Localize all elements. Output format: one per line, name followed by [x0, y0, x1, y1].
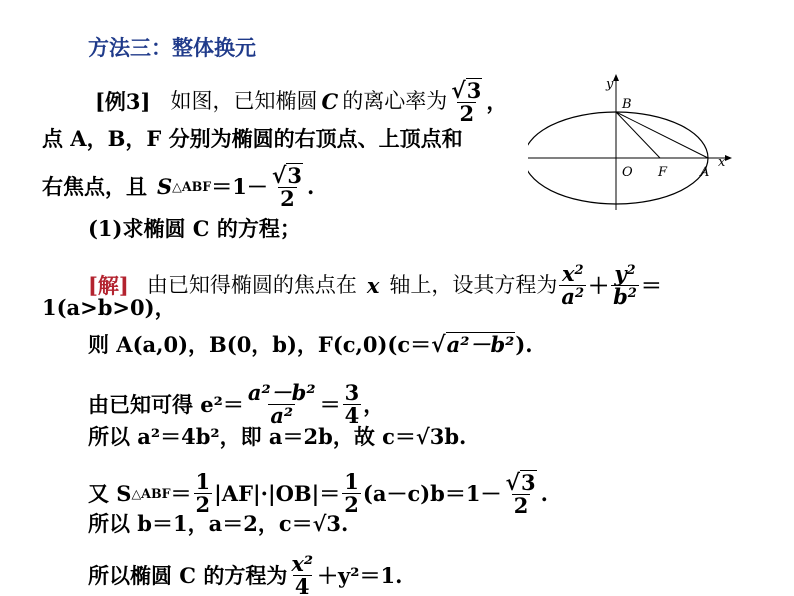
example-text: 的离心率为 [342, 89, 448, 114]
solution-line-3: 则 A(a,0)，B(0，b)，F(c,0)(c＝ √ a²－b² ). [88, 331, 533, 359]
solution-line-2: 1(a>b>0)， [42, 295, 176, 320]
solution-line-4: 由已知可得 e²＝ $\frac{\text{a²－b²}}{\text{a²}}$ ＝ $\frac{3}{4}$ ， [88, 380, 385, 429]
y-axis-label: y [606, 77, 614, 92]
solution-line-6: 又 S △ABF ＝ $\frac{1}{2}$ |AF|·|OB|＝ $\frac{1}{2}$ (a－c)b＝1－ √ 3 2 . [88, 469, 548, 519]
eccentricity-fraction: √ 3 2 [451, 78, 482, 127]
point-o-label: O [622, 165, 633, 180]
example-line-1: [例3] 如图，已知椭圆 C 的离心率为 √ 3 2 ， [95, 78, 508, 127]
area-fraction: √ 3 2 [271, 163, 302, 212]
solution-line-5: 所以 a²＝4b²，即 a＝2b，故 c＝√3b. [88, 424, 467, 449]
solution-tag: [解] [88, 273, 129, 299]
ellipse-figure [528, 72, 738, 212]
solution-line-7: 所以 b＝1，a＝2，c＝√3. [88, 511, 349, 536]
example-line-3: 右焦点，且 S △ABF ＝1－ √ 3 2 . [42, 163, 315, 212]
example-tag: [例3] [95, 89, 151, 115]
point-f-label: F [658, 165, 668, 180]
example-text: 如图，已知椭圆 [170, 89, 318, 114]
ellipse-name: C [321, 89, 339, 115]
point-a-label: A [700, 165, 710, 180]
question-1: (1)求椭圆 C 的方程； [88, 216, 301, 241]
solution-line-1: [解] 由已知得椭圆的焦点在 x 轴上，设其方程为 $\frac{x^2}{a^2}$ ＋ $\frac{y^2}{b^2}$ ＝ [88, 261, 662, 310]
x-axis-label: x [718, 155, 726, 170]
point-b-label: B [622, 97, 632, 112]
example-line-2: 点 A，B，F 分别为椭圆的右顶点、上顶点和 [42, 126, 463, 151]
solution-line-8: 所以椭圆 C 的方程为 $\frac{\text{x²}}{4}$ ＋y²＝1. [88, 553, 402, 596]
method-heading: 方法三：整体换元 [88, 35, 256, 60]
